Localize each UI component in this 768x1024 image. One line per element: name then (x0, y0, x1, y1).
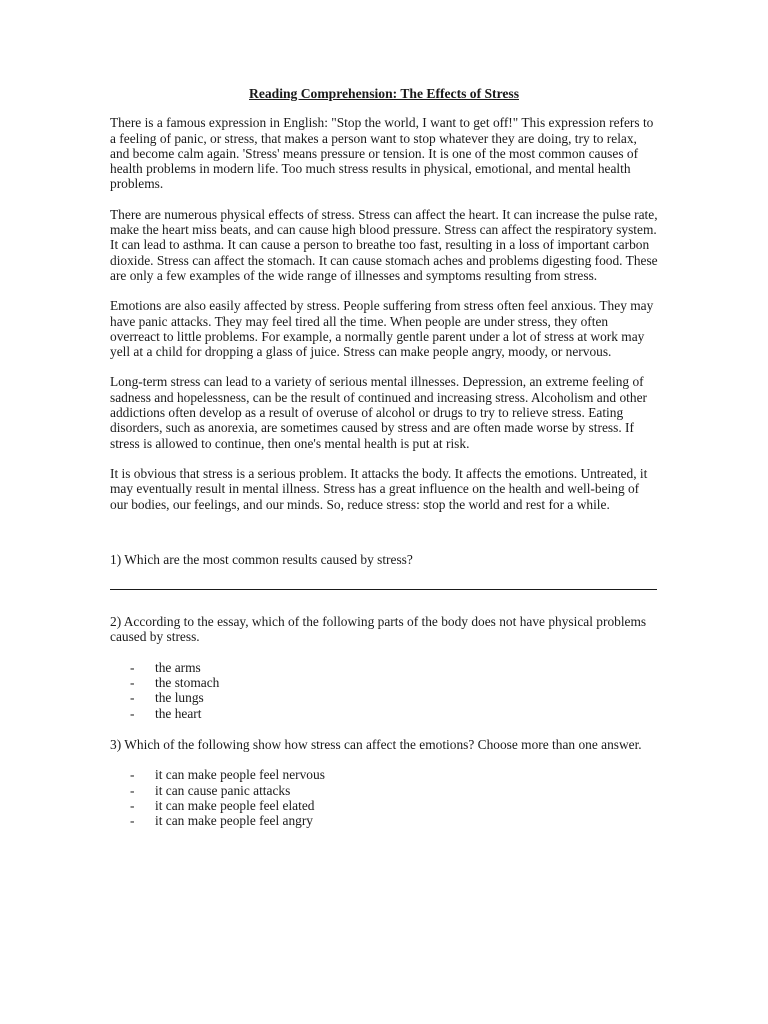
bullet-dash: - (130, 813, 135, 829)
option-item (130, 798, 658, 813)
bullet-dash: - (130, 690, 135, 706)
bullet-dash: - (130, 705, 135, 721)
paragraph-physical-effects: There are numerous physical effects of stress. Stress can affect the heart. It can increase the pulse rate, make the heart miss beats, and can cause high blood pressure. Stress can affect the respiratory system. It can lead to asthma. It can cause a person to breathe too fast, resulting in a loss of important carbon dioxide. Stress can affect the stomach. It can cause stomach aches and problems digesting food. These are only a few examples of the wide range of illnesses and symptoms resulting from stress. (110, 206, 658, 283)
paragraph-intro: There is a famous expression in English: "Stop the world, I want to get off!" This expression refers to a feeling of panic, or stress, that makes a person want to stop whatever they are doing, try to relax, and become calm again. 'Stress' means pressure or tension. It is one of the most common causes of health problems in modern life. Too much stress results in physical, emotional, and mental health problems. (110, 115, 654, 192)
paragraph-emotional-effects: Emotions are also easily affected by stress. People suffering from stress often feel anxious. They may have panic attacks. They may feel tired all the time. When people are under stress, they often overreact to little problems. For example, a normally gentle parent under a lot of stress at work may yell at a child for dropping a glass of juice. Stress can make people angry, moody, or nervous. (110, 298, 654, 360)
option-item (130, 783, 658, 798)
question-2-options (110, 660, 658, 721)
answer-line (110, 579, 657, 590)
option-label: the lungs (155, 690, 204, 706)
bullet-dash: - (130, 767, 135, 783)
paragraph-mental-effects: Long-term stress can lead to a variety of serious mental illnesses. Depression, an extreme feeling of sadness and hopelessness, can be the result of continued and increasing stress. Alcoholism and other addictions often develop as a result of overuse of alcohol or drugs to try to relieve stress. Eating disorders, such as anorexia, are sometimes caused by stress and are often made worse by stress. If stress is allowed to continue, then one's mental health is put at risk. (110, 374, 647, 451)
option-item (130, 690, 658, 705)
document-title: Reading Comprehension: The Effects of Stress (249, 86, 519, 101)
option-item (130, 813, 658, 828)
option-item (130, 675, 658, 690)
bullet-dash: - (130, 782, 135, 798)
question-3: 3) Which of the following show how stress can affect the emotions? Choose more than one answer. (110, 736, 642, 752)
option-label: it can make people feel nervous (155, 767, 325, 783)
option-label: it can make people feel elated (155, 797, 315, 813)
bullet-dash: - (130, 797, 135, 813)
option-item (130, 660, 658, 675)
option-label: it can cause panic attacks (155, 782, 291, 798)
question-3-options (110, 767, 658, 828)
option-label: the arms (155, 659, 201, 675)
option-item (130, 767, 658, 782)
option-label: it can make people feel angry (155, 813, 314, 829)
option-label: the stomach (155, 675, 220, 691)
paragraph-conclusion: It is obvious that stress is a serious problem. It attacks the body. It affects the emotions. Untreated, it may eventually result in mental illness. Stress has a great influence on the health and well-being of our bodies, our feelings, and our minds. So, reduce stress: stop the world and rest for a while. (110, 465, 648, 512)
worksheet-page (110, 86, 658, 828)
bullet-dash: - (130, 675, 135, 691)
option-label: the heart (155, 705, 202, 721)
question-2: 2) According to the essay, which of the following parts of the body does not have physical problems caused by stress. (110, 614, 647, 645)
option-item (130, 706, 658, 721)
question-1: 1) Which are the most common results caused by stress? (110, 551, 413, 567)
bullet-dash: - (130, 659, 135, 675)
